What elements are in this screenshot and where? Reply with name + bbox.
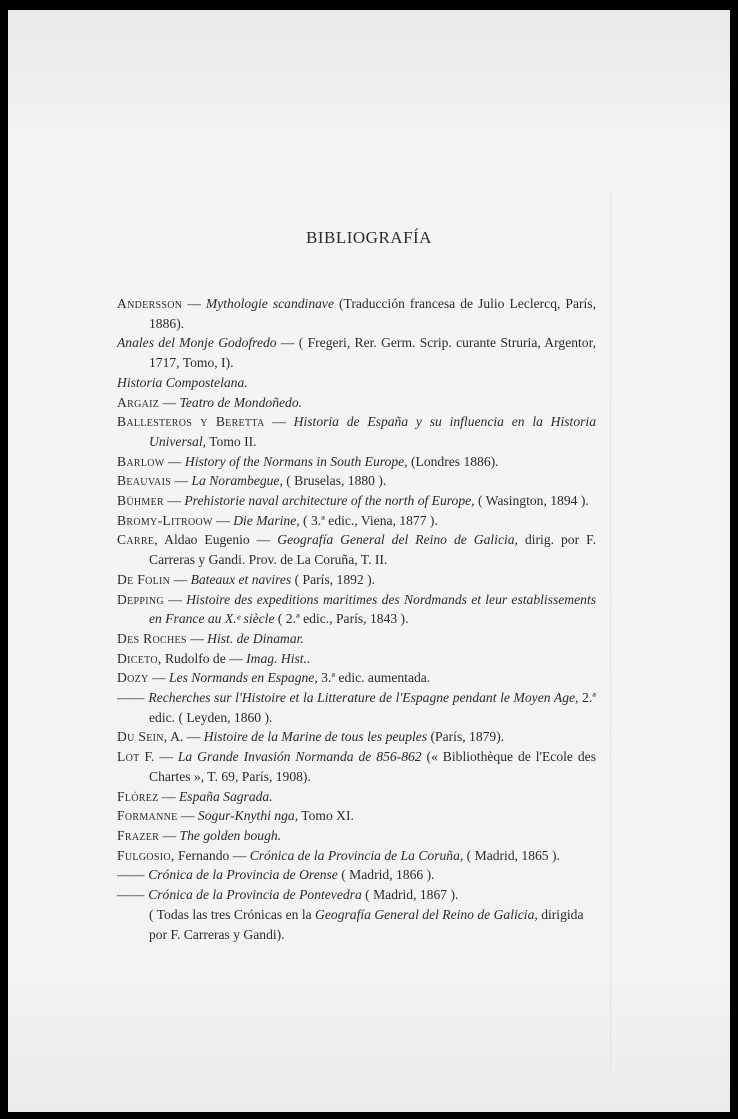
entry-work-title: Histoire de la Marine de tous les peuples bbox=[203, 729, 428, 745]
entry-work-title: Imag. Hist.. bbox=[246, 650, 311, 666]
entry-details: 3.ª edic. aumentada. bbox=[317, 670, 431, 686]
entry-separator: — bbox=[159, 827, 180, 843]
entry-author: Ballesteros y Beretta bbox=[117, 414, 265, 430]
entry-work-title: Crónica de la Provincia de Orense bbox=[148, 867, 338, 883]
entry-author: Lot bbox=[117, 749, 140, 765]
entry-separator: — bbox=[249, 532, 278, 548]
entry-dash: —— bbox=[117, 867, 145, 883]
entry-author: Carre, bbox=[117, 532, 158, 548]
entry-details: dirig. por F. Carreras y Gandi. Prov. de La Coruña, T. II. bbox=[149, 532, 596, 568]
entry-separator: — bbox=[183, 729, 204, 745]
page-fold bbox=[610, 190, 611, 1070]
entry-details: — ( Fregeri, Rer. Germ. Scrip. curante Struria, Argentor, 1717, Tomo, I). bbox=[149, 335, 596, 371]
bibliography-entry bbox=[117, 511, 596, 531]
entry-work-title: Crónica de la Provincia de La Coruña, bbox=[249, 847, 464, 863]
entry-author: Fulgosio, bbox=[117, 847, 175, 863]
entry-author: Formanne bbox=[117, 808, 178, 824]
entry-work-title: Recherches sur l'Histoire et la Litterature de l'Espagne pendant le Moyen Age, bbox=[148, 690, 579, 706]
entry-work-title: Histoire des expeditions maritimes des Nordmands et leur establissements en France au X.ᵉ siècle bbox=[149, 591, 597, 627]
entry-work-title: Hist. de Dinamar. bbox=[207, 630, 304, 646]
entry-work-title: Mythologie scandinave bbox=[205, 296, 334, 311]
entry-author: De Folin bbox=[117, 571, 171, 587]
entry-dash: —— bbox=[117, 690, 145, 706]
entry-author-name: Aldao Eugenio bbox=[157, 532, 250, 548]
bibliography-entry bbox=[117, 668, 596, 688]
bibliography-entry bbox=[117, 373, 596, 393]
entry-author: Bromy-Litroow bbox=[117, 512, 213, 528]
entry-author: Bühmer bbox=[117, 493, 164, 509]
entry-work-title: History of the Normans in South Europe, bbox=[184, 453, 408, 469]
entry-work-title: Teatro de Mondoñedo. bbox=[179, 394, 303, 410]
entry-separator: — bbox=[182, 296, 206, 311]
entry-separator: — bbox=[264, 414, 294, 430]
entry-separator: — bbox=[159, 394, 180, 410]
entry-details: 2.ª edic. ( Leyden, 1860 ). bbox=[149, 690, 596, 725]
entry-author: Depping bbox=[117, 591, 164, 607]
bibliography-entry bbox=[117, 688, 596, 727]
entry-work-title: Die Marine, bbox=[233, 512, 300, 528]
bibliography-entry bbox=[117, 846, 596, 866]
entry-work-title: Sogur-Knythi nga, bbox=[197, 808, 299, 824]
entry-details: ( Bruselas, 1880 ). bbox=[282, 473, 387, 489]
entry-dash: —— bbox=[117, 887, 145, 903]
entry-author: Du Sein, bbox=[117, 729, 168, 745]
entry-work-title: La Grande Invasión Normanda de 856-862 bbox=[177, 749, 422, 765]
bibliography-entry bbox=[117, 727, 596, 747]
entry-separator: — bbox=[163, 591, 187, 607]
bibliography-entry bbox=[117, 629, 596, 649]
entry-author: Andersson bbox=[117, 296, 183, 311]
page-title: BIBLIOGRAFÍA bbox=[306, 228, 432, 247]
entry-separator: — bbox=[186, 630, 208, 646]
bibliography-entry bbox=[117, 491, 596, 511]
entry-separator: — bbox=[164, 453, 185, 469]
entry-author: Flórez bbox=[117, 788, 159, 804]
note-pre: ( Todas las tres Crónicas en la bbox=[149, 906, 316, 922]
entry-separator: — bbox=[148, 670, 169, 686]
entry-work-title: Bateaux et navires bbox=[190, 571, 292, 587]
page-sheet bbox=[8, 10, 730, 1112]
bibliography-entry bbox=[117, 590, 596, 629]
entry-details: Tomo XI. bbox=[298, 808, 354, 824]
entry-details: ( Wasington, 1894 ). bbox=[474, 493, 589, 509]
bibliography-entry bbox=[117, 865, 596, 885]
entry-work-title: Crónica de la Provincia de Pontevedra bbox=[148, 887, 362, 903]
entry-work-title: Historia Compostelana. bbox=[117, 374, 248, 390]
entry-separator: — bbox=[212, 512, 234, 528]
bibliography-entry bbox=[117, 787, 596, 807]
entry-details: Tomo II. bbox=[206, 433, 257, 449]
bibliography-entry bbox=[117, 806, 596, 826]
bibliography-entry bbox=[117, 412, 596, 451]
bibliography-list bbox=[117, 294, 596, 944]
entry-details: ( 2.ª edic., París, 1843 ). bbox=[274, 611, 409, 627]
entry-author-name: F. bbox=[139, 749, 155, 765]
entry-work-title: The golden bough. bbox=[179, 827, 282, 843]
entry-author: Beauvais bbox=[117, 473, 172, 489]
entry-details: (« Bibliothèque de l'Ecole des Chartes », T. 69, París, 1908). bbox=[149, 749, 596, 784]
entry-author: Des Roches bbox=[117, 630, 187, 646]
entry-details: (Traducción francesa de Julio Leclercq, París, 1886). bbox=[149, 296, 596, 331]
bibliography-entry bbox=[117, 747, 596, 786]
entry-separator: — bbox=[163, 493, 185, 509]
entry-details: ( Madrid, 1866 ). bbox=[337, 867, 435, 883]
entry-work-title: España Sagrada. bbox=[178, 788, 273, 804]
entry-work-title: Prehistorie naval architecture of the north of Europe, bbox=[184, 493, 475, 509]
bibliography-entry bbox=[117, 570, 596, 590]
bibliography-entry bbox=[117, 294, 596, 333]
note-work: Geografía General del Reino de Galicia, bbox=[315, 906, 538, 922]
bibliography-entry bbox=[117, 452, 596, 472]
entry-separator: — bbox=[177, 808, 198, 824]
bibliography-note bbox=[117, 905, 596, 944]
bibliography-entries bbox=[117, 294, 596, 905]
entry-details: ( 3.ª edic., Viena, 1877 ). bbox=[299, 512, 438, 528]
bibliography-entry bbox=[117, 649, 596, 669]
entry-author-name: Rudolfo de bbox=[161, 650, 226, 666]
entry-author: Frazer bbox=[117, 827, 160, 843]
entry-separator: — bbox=[171, 473, 192, 489]
bibliography-entry bbox=[117, 530, 596, 569]
entry-details: (París, 1879). bbox=[427, 729, 505, 745]
entry-details: ( París, 1892 ). bbox=[291, 571, 376, 587]
bibliography-entry bbox=[117, 826, 596, 846]
entry-author-name: Fernando bbox=[174, 847, 230, 863]
entry-separator: — bbox=[158, 788, 179, 804]
entry-author-name: A. bbox=[167, 729, 184, 745]
entry-work-title: Geografía General del Reino de Galicia, bbox=[277, 532, 518, 548]
bibliography-entry bbox=[117, 471, 596, 491]
entry-author: Barlow bbox=[117, 453, 165, 469]
bibliography-entry bbox=[117, 333, 596, 372]
entry-work-title: La Norambegue, bbox=[191, 473, 283, 489]
entry-details: ( Madrid, 1867 ). bbox=[361, 887, 459, 903]
entry-work-title: Anales del Monje Godofredo bbox=[117, 335, 277, 351]
bibliography-entry bbox=[117, 393, 596, 413]
entry-work-title: Les Normands en Espagne, bbox=[168, 670, 318, 686]
bibliography-entry bbox=[117, 885, 596, 905]
entry-separator: — bbox=[225, 650, 247, 666]
entry-separator: — bbox=[229, 847, 250, 863]
entry-details: (Londres 1886). bbox=[407, 453, 499, 469]
note-post: dirigida por F. Carreras y Gandi). bbox=[149, 906, 584, 942]
entry-author: Dozy bbox=[117, 670, 149, 686]
entry-work-title: Historia de España y su influencia en la Historia Universal, bbox=[149, 414, 596, 449]
entry-details: ( Madrid, 1865 ). bbox=[463, 847, 560, 863]
entry-author: Diceto, bbox=[117, 650, 162, 666]
entry-author: Argaiz bbox=[117, 394, 160, 410]
entry-separator: — bbox=[170, 571, 191, 587]
entry-separator: — bbox=[154, 749, 178, 765]
